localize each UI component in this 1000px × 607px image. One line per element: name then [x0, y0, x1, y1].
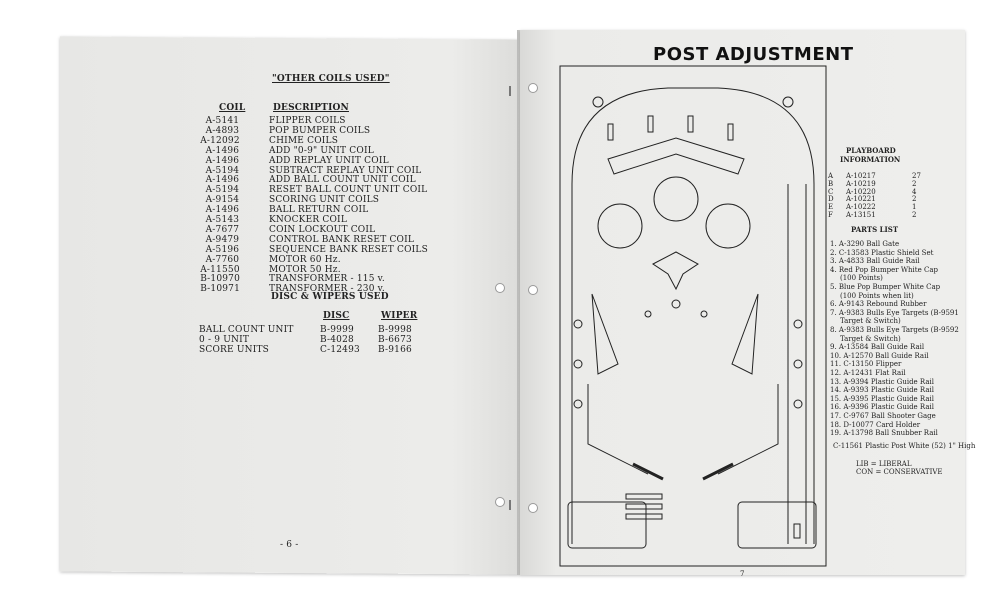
pop-bumper-left — [598, 204, 642, 248]
coil-description: CONTROL BANK RESET COIL — [269, 234, 415, 245]
playboard-part: A-10221 — [846, 195, 876, 204]
parts-list-item: 3. A-4833 Ball Guide Rail — [830, 257, 920, 266]
playboard-qty: 27 — [912, 172, 921, 180]
disc-unit-name: SCORE UNITS — [199, 345, 270, 355]
parts-list-item: 11. C-13150 Flipper — [830, 360, 902, 369]
playboard-qty: 1 — [912, 203, 917, 212]
left-flipper — [633, 464, 663, 479]
coil-code: B-10971 — [200, 284, 241, 295]
left-inlane — [588, 384, 648, 474]
left-page-number: - 6 - — [280, 540, 299, 550]
playboard-qty: 2 — [912, 179, 917, 188]
post-note: C-11561 Plastic Post White (52) 1" High — [833, 442, 976, 450]
coil-description: ADD BALL COUNT UNIT COIL — [269, 175, 416, 186]
playboard-letter: C — [828, 187, 834, 196]
wiper-part: B-6673 — [378, 335, 412, 345]
playfield-arch — [572, 88, 814, 544]
parts-list-item: 6. A-9143 Rebound Rubber — [830, 300, 927, 309]
coil-code: A-1496 — [205, 155, 240, 166]
parts-list-item: 13. A-9394 Plastic Guide Rail — [830, 377, 934, 386]
coil-code: A-5143 — [205, 215, 240, 225]
parts-list-item: 15. A-9395 Plastic Guide Rail — [830, 394, 934, 403]
playboard-part: A-10217 — [846, 172, 876, 180]
parts-list-item: 2. C-13583 Plastic Shield Set — [830, 248, 934, 257]
coil-code: A-1496 — [205, 175, 240, 186]
playfield-diagram — [558, 64, 830, 570]
page-mark — [509, 500, 511, 510]
parts-list-item: 4. Red Pop Bumper White Cap — [830, 265, 938, 274]
coil-code: A-5196 — [205, 244, 240, 255]
coil-description: SEQUENCE BANK RESET COILS — [269, 244, 428, 255]
pop-bumper-center — [654, 177, 698, 221]
playboard-letter: A — [828, 172, 834, 180]
playboard-part: A-10220 — [846, 187, 876, 196]
coil-description: CHIME COILS — [269, 135, 339, 146]
coil-column-header: COIL — [219, 103, 246, 113]
coil-description: POP BUMPER COILS — [269, 125, 371, 136]
wiper-part: B-9166 — [378, 345, 412, 355]
coil-description: ADD REPLAY UNIT COIL — [269, 155, 389, 166]
playboard-qty: 2 — [912, 195, 917, 204]
right-page-number: 7 — [740, 570, 745, 578]
disc-part: B-4028 — [320, 335, 354, 345]
coil-code: A-7677 — [205, 224, 240, 235]
coil-description: SUBTRACT REPLAY UNIT COIL — [269, 165, 422, 176]
parts-list-item: 12. A-12431 Flat Rail — [830, 369, 906, 377]
coil-description: TRANSFORMER - 115 v. — [269, 274, 385, 285]
binder-hole — [528, 83, 538, 93]
parts-list-item: 8. A-9383 Bulls Eye Targets (B-9592 — [830, 326, 959, 334]
right-flipper — [703, 464, 733, 479]
playboard-letter: F — [828, 211, 833, 219]
parts-list-item: Target & Switch) — [840, 334, 901, 343]
other-coils-heading: "OTHER COILS USED" — [272, 74, 390, 84]
binder-hole — [528, 503, 538, 513]
playboard-part: A-13151 — [846, 211, 876, 219]
coil-description: TRANSFORMER - 230 v. — [269, 284, 385, 295]
playboard-letter: B — [828, 179, 834, 188]
coil-code: A-5194 — [205, 165, 240, 176]
coil-description: KNOCKER COIL — [269, 215, 347, 225]
pop-bumper-right — [706, 204, 750, 248]
coil-description: MOTOR 60 Hz. — [269, 254, 341, 265]
coil-description: BALL RETURN COIL — [269, 205, 369, 216]
playboard-heading: PLAYBOARD — [846, 146, 896, 155]
right-slingshot — [732, 294, 758, 374]
con-note: CON = CONSERVATIVE — [856, 468, 943, 476]
disc-unit-name: BALL COUNT UNIT — [199, 325, 294, 335]
coil-code: B-10970 — [200, 274, 241, 285]
parts-list-item: 10. A-12570 Ball Guide Rail — [830, 351, 929, 360]
coil-code: A-11550 — [200, 264, 240, 275]
description-column-header: DESCRIPTION — [273, 103, 349, 113]
coil-description: ADD "0-9" UNIT COIL — [269, 145, 374, 156]
playboard-heading-2: INFORMATION — [840, 155, 901, 164]
playboard-qty: 4 — [912, 187, 917, 196]
wiper-part: B-9998 — [378, 325, 412, 335]
drain-rail — [626, 494, 662, 499]
parts-list-item: 5. Blue Pop Bumper White Cap — [830, 283, 941, 291]
right-inlane — [718, 384, 778, 474]
coil-description: RESET BALL COUNT UNIT COIL — [269, 185, 428, 196]
parts-list-item: 18. D-10077 Card Holder — [830, 420, 921, 429]
parts-list-item: 7. A-9383 Bulls Eye Targets (B-9591 — [830, 308, 959, 317]
left-slingshot — [592, 294, 618, 374]
parts-list-item: 17. C-9767 Ball Shooter Gage — [830, 412, 936, 420]
coil-code: A-5141 — [205, 116, 240, 126]
center-post-plastic — [653, 252, 698, 289]
coil-code: A-9479 — [205, 234, 240, 245]
playboard-qty: 2 — [912, 211, 917, 219]
binder-hole — [495, 283, 505, 293]
top-guide-rail — [608, 138, 744, 174]
coil-description: SCORING UNIT COILS — [269, 195, 380, 206]
coil-code: A-1496 — [205, 145, 240, 156]
parts-list-item: 14. A-9393 Plastic Guide Rail — [830, 386, 934, 395]
apron-right — [738, 502, 816, 548]
coil-description: COIN LOCKOUT COIL — [269, 224, 376, 235]
parts-list-heading: PARTS LIST — [851, 225, 899, 234]
disc-wipers-heading: DISC & WIPERS USED — [271, 292, 389, 302]
page-mark — [509, 86, 511, 96]
coil-code: A-12092 — [200, 135, 240, 146]
disc-column-header: DISC — [323, 311, 350, 321]
wiper-column-header: WIPER — [381, 311, 418, 321]
parts-list-item: (100 Points when lit) — [840, 291, 914, 300]
post-adjustment-title: POST ADJUSTMENT — [653, 44, 854, 65]
parts-list-item: Target & Switch) — [840, 317, 901, 326]
coil-description: FLIPPER COILS — [269, 116, 346, 126]
coil-code: A-9154 — [205, 195, 240, 206]
disc-unit-name: 0 - 9 UNIT — [199, 335, 250, 345]
parts-list-item: (100 Points) — [840, 274, 883, 283]
binder-hole — [495, 497, 505, 507]
lib-note: LIB = LIBERAL — [856, 460, 912, 468]
parts-list-item: 1. A-3290 Ball Gate — [830, 240, 900, 248]
coil-code: A-1496 — [205, 205, 240, 216]
playboard-letter: D — [828, 195, 834, 204]
disc-part: C-12493 — [320, 345, 360, 355]
binder-hole — [528, 285, 538, 295]
parts-list-item: 19. A-13798 Ball Snubber Rail — [830, 429, 938, 438]
coil-code: A-5194 — [205, 185, 240, 196]
playboard-part: A-10222 — [846, 203, 876, 212]
parts-list-item: 9. A-13584 Ball Guide Rail — [830, 343, 925, 352]
disc-part: B-9999 — [320, 325, 354, 335]
coil-code: A-7760 — [205, 254, 240, 265]
coil-code: A-4893 — [205, 125, 240, 136]
playboard-part: A-10219 — [846, 179, 876, 188]
playboard-letter: E — [828, 203, 834, 212]
coil-description: MOTOR 50 Hz. — [269, 264, 341, 275]
parts-list-item: 16. A-9396 Plastic Guide Rail — [830, 403, 934, 412]
